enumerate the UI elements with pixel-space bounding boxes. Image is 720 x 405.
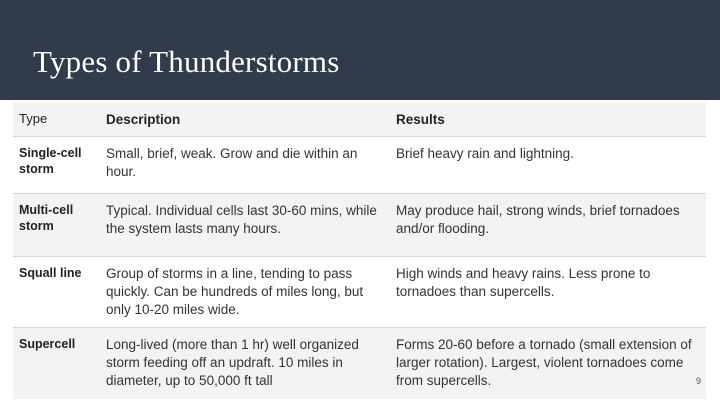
title-bar <box>0 0 720 100</box>
header-type: Type <box>13 102 99 136</box>
row-results: High winds and heavy rains. Less prone to tornadoes than supercells. <box>396 265 651 299</box>
row-type: Single-cell storm <box>19 145 82 176</box>
row-type: Multi-cell storm <box>19 202 74 233</box>
header-description: Description <box>99 102 389 136</box>
table-row <box>13 193 706 256</box>
header-results: Results <box>389 102 706 136</box>
page-number: 9 <box>696 376 702 386</box>
row-results: Brief heavy rain and lightning. <box>396 145 574 161</box>
row-type: Supercell <box>19 336 76 351</box>
slide-title: Types of Thunderstorms <box>33 44 340 79</box>
table-row <box>13 256 706 327</box>
row-type: Squall line <box>19 265 82 280</box>
row-description: Long-lived (more than 1 hr) well organized storm feeding off an updraft. 10 miles in diameter, up to 50,000 ft tall <box>106 336 359 388</box>
row-description: Typical. Individual cells last 30-60 mins, while the system lasts many hours. <box>106 202 377 236</box>
row-results: Forms 20-60 before a tornado (small extension of larger rotation). Largest, violent tornadoes come from supercells. <box>396 336 692 388</box>
row-description: Group of storms in a line, tending to pass quickly. Can be hundreds of miles long, but only 10-20 miles wide. <box>106 265 364 317</box>
table-row <box>13 327 706 399</box>
table-header-row <box>13 102 706 136</box>
storm-types-table <box>13 102 706 399</box>
table-row <box>13 136 706 193</box>
row-description: Small, brief, weak. Grow and die within an hour. <box>106 145 358 179</box>
row-results: May produce hail, strong winds, brief tornadoes and/or flooding. <box>396 202 680 236</box>
